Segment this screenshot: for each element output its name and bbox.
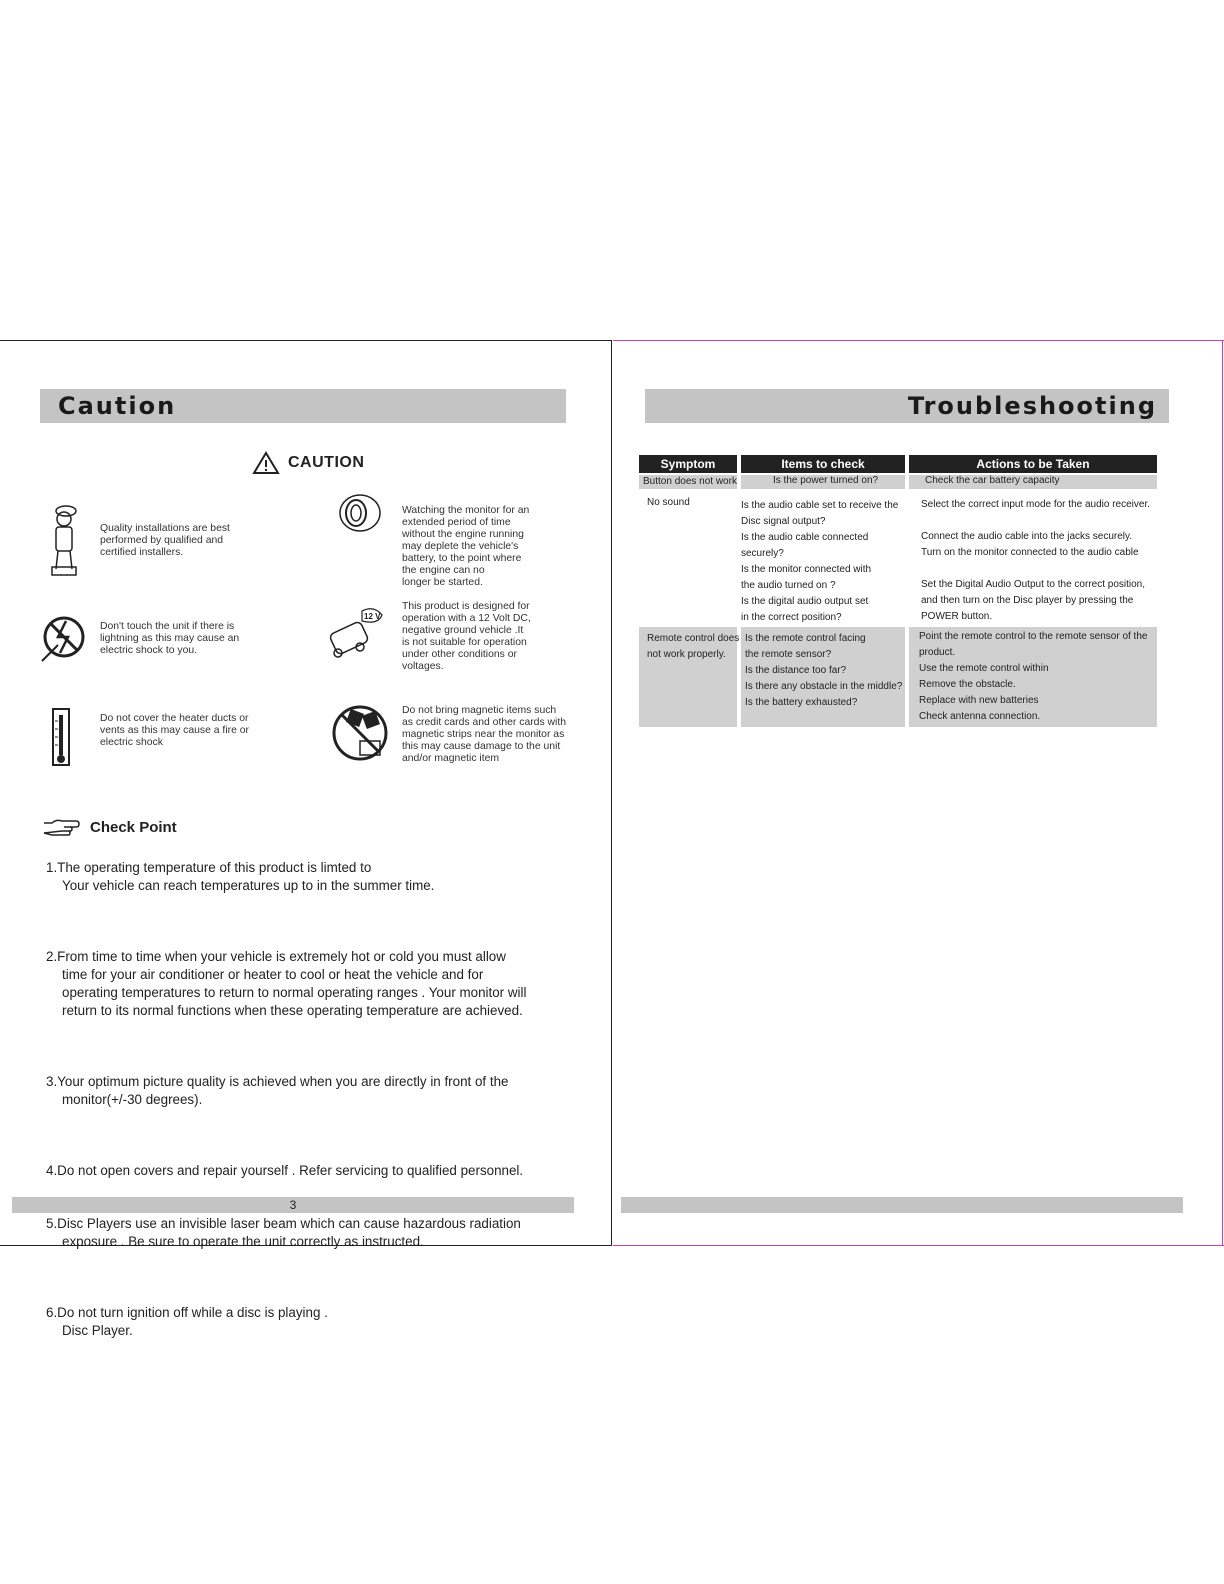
check-point-line-1: 1.The operating temperature of this product is limted to [46,860,372,875]
row-3-actions: Point the remote control to the remote sensor of the product. Use the remote control within Remove the obstacle. Replace with new batteries Check antenna connection. [919,631,1148,722]
page-title: Troubleshooting [907,392,1157,420]
column-header-items: Items to check [741,455,905,473]
check-point-line-1: 5.Disc Players use an invisible laser beam which can cause hazardous radiation [46,1216,521,1231]
caution-title-bar [40,389,566,423]
check-point-line-2: exposure . Be sure to operate the unit correctly as instructed. [62,1234,424,1249]
warning-heater-text: Do not cover the heater ducts or vents as this may cause a fire or electric shock [100,713,249,748]
left-footer-bar [12,1197,574,1213]
row-2-symptom: No sound [647,497,690,508]
warning-magnetic-text: Do not bring magnetic items such as credit cards and other cards with magnetic strips near the monitor as this may cause damage to the unit and/or magnetic item [402,705,567,764]
monitor-watch-icon [334,491,384,540]
right-page [613,340,1224,1246]
caution-label: CAUTION [288,454,365,471]
check-point-line-2: Disc Player. [62,1323,133,1338]
check-point-item [46,841,586,913]
page-number: 3 [289,1198,297,1212]
thermometer-icon [50,707,72,774]
row-1-items: Is the power turned on? [773,475,879,486]
troubleshooting-title-bar [645,389,1169,423]
magnetic-items-icon [330,701,394,770]
check-point-line-2: Your vehicle can reach temperatures up to in the summer time. [62,878,435,893]
page-title: Caution [58,392,177,420]
check-point-line-1: 2.From time to time when your vehicle is extremely hot or cold you must allow [46,949,506,964]
check-point-item [46,930,586,1038]
warning-triangle-icon [252,451,280,475]
check-point-label: Check Point [90,818,177,836]
column-header-symptom: Symptom [639,455,737,473]
check-point-line-1: 6.Do not turn ignition off while a disc is playing . [46,1305,328,1320]
no-lightning-icon [38,611,86,670]
check-point-item [46,1144,586,1180]
row-2-actions: Select the correct input mode for the audio receiver. Connect the audio cable into the jacks securely. Turn on the monitor connected to the audio cable Set the Digital Audio Output to the correct position, and then turn on the Disc player by pressing the POWER button. [921,499,1151,622]
check-point-list [46,841,586,1375]
pointing-hand-icon [42,817,80,837]
installer-icon [44,501,84,582]
row-1-actions: Check the car battery capacity [925,475,1060,486]
right-footer-bar [621,1197,1183,1213]
check-point-line-2: monitor(+/-30 degrees). [62,1092,203,1107]
row-2-items: Is the audio cable set to receive the Disc signal output? Is the audio cable connected securely? Is the monitor connected with the audio turned on ? Is the digital audio output set in the correct position? [741,500,899,623]
warning-installers-text: Quality installations are best performed by qualified and certified installers. [100,523,230,558]
check-point-item [46,1055,586,1127]
check-point-item [46,1286,586,1358]
row-3-items: Is the remote control facing the remote sensor? Is the distance too far? Is there any obstacle in the middle? Is the battery exhausted? [745,633,903,708]
left-page [0,340,612,1338]
check-point-line-2: time for your air conditioner or heater to cool or heat the vehicle and for operating temperatures to return to normal operating ranges . Your monitor will return to its normal functions when these operating temperature are achieved. [62,967,527,1018]
check-point-line-1: 4.Do not open covers and repair yourself . Refer servicing to qualified personnel. [46,1163,524,1178]
warning-12v-text: This product is designed for operation with a 12 Volt DC, negative ground vehicle .It is not suitable for operation under other conditions or voltages. [402,601,531,672]
voltage-label: 12 V [364,612,381,621]
check-point-line-1: 3.Your optimum picture quality is achieved when you are directly in front of the [46,1074,509,1089]
page-edge-line [1222,341,1223,1245]
row-3-symptom: Remote control does not work properly. [647,633,740,660]
caution-header [252,451,364,475]
warning-lightning-text: Don't touch the unit if there is lightning as this may cause an electric shock to you. [100,621,240,656]
car-12v-icon [326,603,386,664]
column-header-actions: Actions to be Taken [909,455,1157,473]
row-1-symptom: Button does not work [643,476,737,487]
warning-battery-text: Watching the monitor for an extended period of time without the engine running may deplete the vehicle's battery, to the point where the engine can no longer be started. [402,505,530,588]
check-point-header [42,817,177,837]
